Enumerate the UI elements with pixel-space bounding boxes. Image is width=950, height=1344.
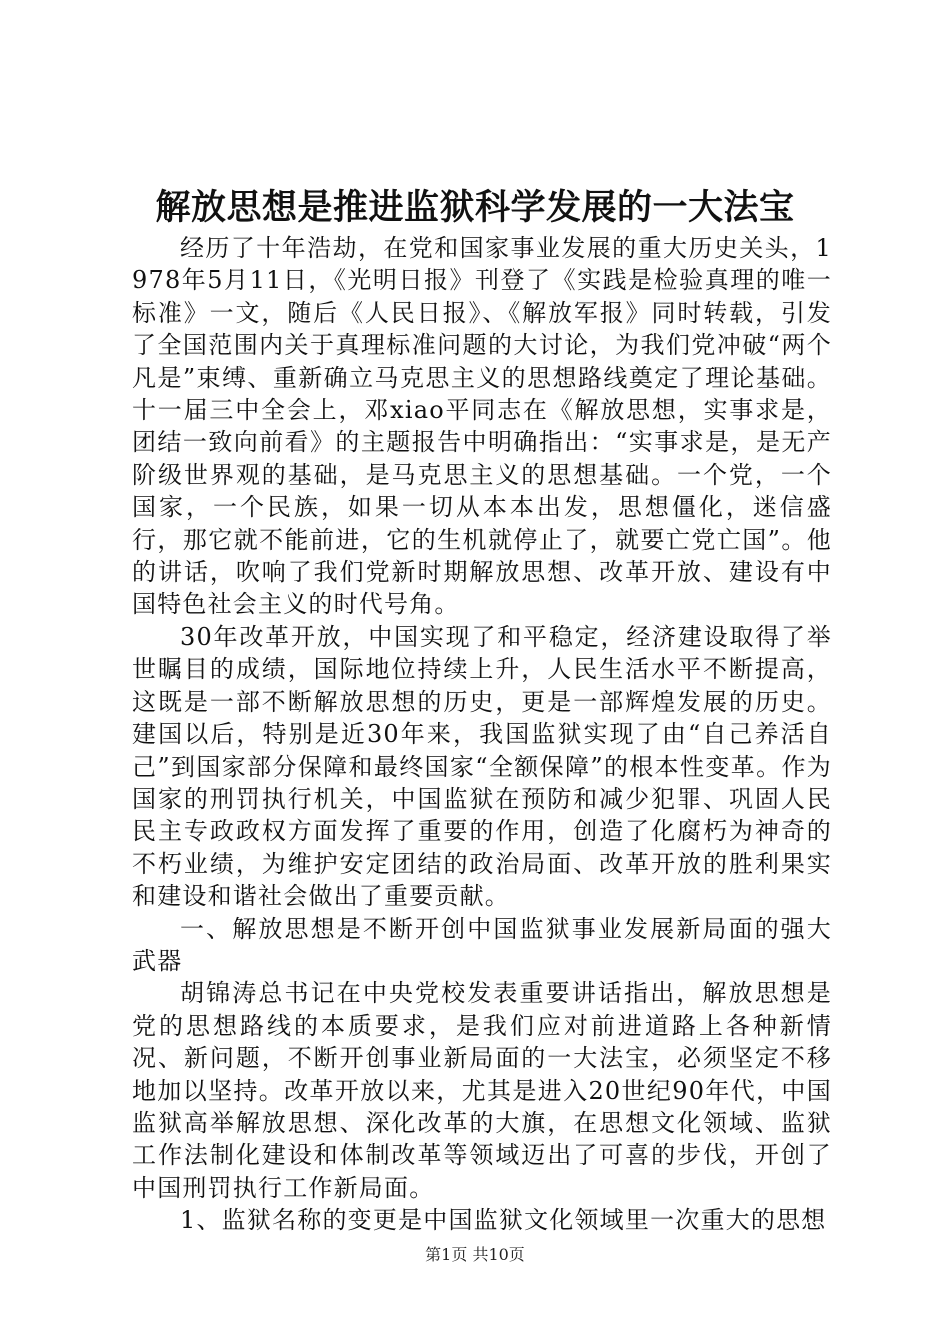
subsection-heading-1: 1、监狱名称的变更是中国监狱文化领域里一次重大的思想 [180,1206,827,1235]
page-number-footer: 第1页 共10页 [425,1245,525,1264]
document-body [132,232,832,1237]
paragraph-2: 30年改革开放，中国实现了和平稳定，经济建设取得了举世瞩目的成绩，国际地位持续上升，人民生活水平不断提高，这既是一部不断解放思想的历史，更是一部辉煌发展的历史。建国以后，特别是近30年来，我国监狱实现了由“自己养活自己”到国家部分保障和最终国家“全额保障”的根本性变革。作为国家的刑罚执行机关，中国监狱在预防和减少犯罪、巩固人民民主专政政权方面发挥了重要的作用，创造了化腐朽为神奇的不朽业绩，为维护安定团结的政治局面、改革开放的胜利果实和建设和谐社会做出了重要贡献。 [132,622,832,911]
paragraph-3: 胡锦涛总书记在中央党校发表重要讲话指出，解放思想是党的思想路线的本质要求，是我们应对前进道路上各种新情况、新问题，不断开创事业新局面的一大法宝，必须坚定不移地加以坚持。改革开放以来，尤其是进入20世纪90年代，中国监狱高举解放思想、深化改革的大旗，在思想文化领域、监狱工作法制化建设和体制改革等领域迈出了可喜的步伐，开创了中国刑罚执行工作新局面。 [132,979,832,1202]
section-heading-1: 一、解放思想是不断开创中国监狱事业发展新局面的强大武器 [132,914,832,975]
document-title: 解放思想是推进监狱科学发展的一大法宝 [155,187,795,228]
paragraph-1: 经历了十年浩劫，在党和国家事业发展的重大历史关头，1978年5月11日，《光明日报》刊登了《实践是检验真理的唯一标准》一文，随后《人民日报》、《解放军报》同时转载，引发了全国范围内关于真理标准问题的大讨论，为我们党冲破“两个凡是”束缚、重新确立马克思主义的思想路线奠定了理论基础。十一届三中全会上，邓xiao平同志在《解放思想，实事求是，团结一致向前看》的主题报告中明确指出：“实事求是，是无产阶级世界观的基础，是马克思主义的思想基础。一个党，一个国家，一个民族，如果一切从本本出发，思想僵化，迷信盛行，那它就不能前进，它的生机就停止了，就要亡党亡国”。他的讲话，吹响了我们党新时期解放思想、改革开放、建设有中国特色社会主义的时代号角。 [132,234,832,619]
